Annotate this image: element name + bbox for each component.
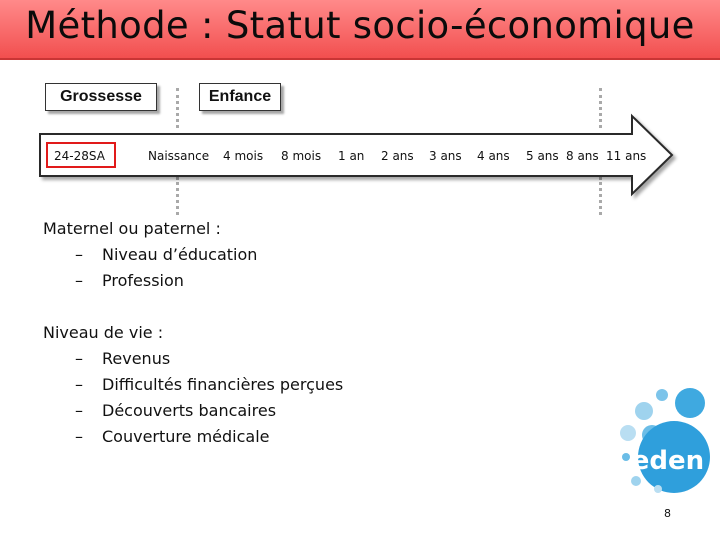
tick-label: 8 mois <box>281 149 322 163</box>
page-number: 8 <box>664 507 671 520</box>
bullet-dash: – <box>75 427 83 446</box>
slide-title: Méthode : Statut socio-économique <box>25 4 695 47</box>
eden-logo-icon <box>612 385 712 495</box>
phase-label-enfance: Enfance <box>199 83 281 111</box>
bullet-dash: – <box>75 375 83 394</box>
bullet-list <box>43 242 257 294</box>
section-parental <box>43 216 257 294</box>
logo-text: eden <box>631 446 705 476</box>
tick-label: 24-28SA <box>54 149 105 163</box>
bullet-list <box>43 346 343 450</box>
section-title: Maternel ou paternel : <box>43 219 221 238</box>
tick-label: 5 ans <box>526 149 559 163</box>
bullet-dash: – <box>75 271 83 290</box>
list-item <box>43 424 343 450</box>
list-item <box>43 268 257 294</box>
list-item-text: Difficultés financières perçues <box>102 375 344 394</box>
bullet-dash: – <box>75 349 83 368</box>
list-item <box>43 372 343 398</box>
section-niveau-de-vie <box>43 320 343 450</box>
bullet-dash: – <box>75 401 83 420</box>
section-title: Niveau de vie : <box>43 323 164 342</box>
tick-label: 3 ans <box>429 149 462 163</box>
list-item-text: Revenus <box>102 349 171 368</box>
list-item-text: Profession <box>102 271 184 290</box>
list-item <box>43 346 343 372</box>
tick-label: 1 an <box>338 149 365 163</box>
bullet-dash: – <box>75 245 83 264</box>
list-item-text: Niveau d’éducation <box>102 245 258 264</box>
list-item <box>43 242 257 268</box>
tick-label: 8 ans <box>566 149 599 163</box>
phase-label-grossesse: Grossesse <box>45 83 157 111</box>
tick-label: Naissance <box>148 149 210 163</box>
list-item <box>43 398 343 424</box>
list-item-text: Couverture médicale <box>102 427 270 446</box>
tick-label: 4 ans <box>477 149 510 163</box>
tick-label: 4 mois <box>223 149 264 163</box>
tick-label: 2 ans <box>381 149 414 163</box>
list-item-text: Découverts bancaires <box>102 401 277 420</box>
tick-label: 11 ans <box>606 149 647 163</box>
